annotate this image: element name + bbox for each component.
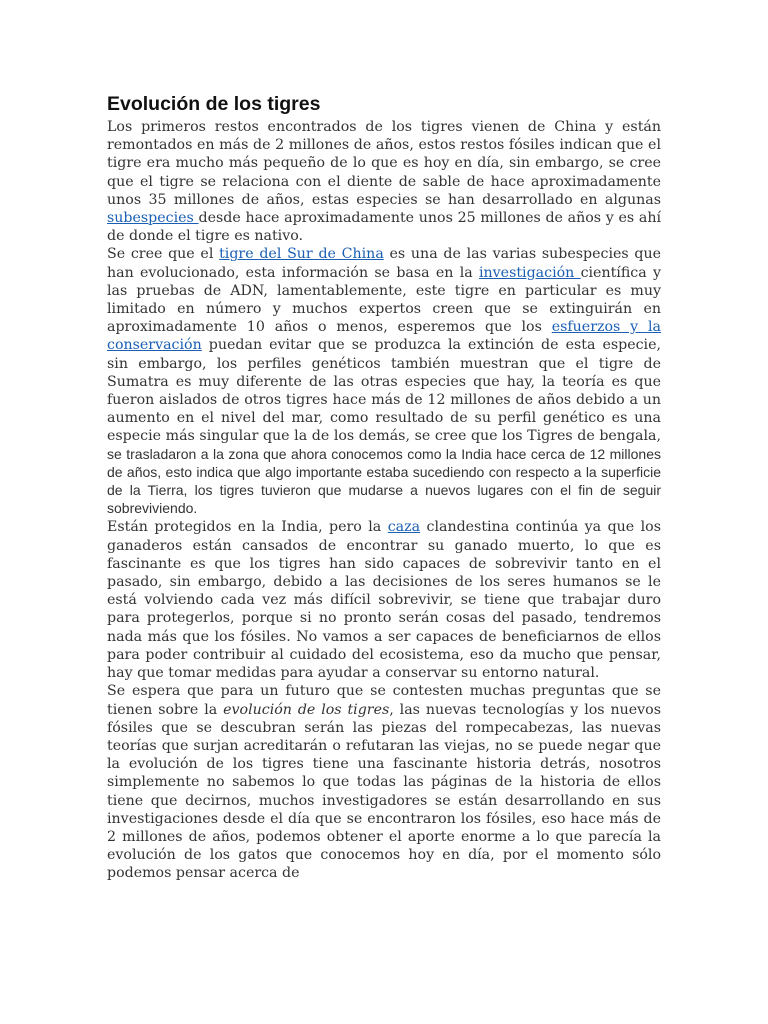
paragraph-2-text-e: se trasladaron a la zona que ahora conocemos como la India hace cerca de 12 millones de años, esto indica que algo importante estaba sucediendo con respecto a la superficie de la Tierra, los tigres tuvieron que mudarse a nuevos lugares con el fin de seguir sobreviviendo. bbox=[107, 445, 661, 517]
link-caza[interactable]: caza bbox=[387, 519, 421, 536]
paragraph-1-text-a: Los primeros restos encontrados de los tigres vienen de China y están remontados en más de 2 millones de años, estos restos fósiles indican que el tigre era mucho más pequeño de lo que es hoy en día, sin embargo, se cree que el tigre se relaciona con el diente de sable de hace aproximadamente unos 35 millones de años, estas especies se han desarrollado en algunas bbox=[107, 119, 661, 208]
paragraph-1 bbox=[107, 118, 661, 245]
paragraph-3-text-a: Están protegidos en la India, pero la bbox=[107, 519, 388, 536]
paragraph-4 bbox=[107, 682, 661, 882]
paragraph-3-text-b: clandestina continúa ya que los ganaderos están cansados de encontrar su ganado muerto, lo que es fascinante es que los tigres han sido capaces de sobrevivir tanto en el pasado, sin embargo, debido a las decisiones de los seres humanos se le está volviendo cada vez más difícil sobrevivir, se tiene que trabajar duro para protegerlos, porque si no pronto serán cosas del pasado, tendremos nada más que los fósiles. No vamos a ser capaces de beneficiarnos de ellos para poder contribuir al cuidado del ecosistema, eso da mucho que pensar, hay que tomar medidas para ayudar a conservar su entorno natural. bbox=[107, 519, 661, 682]
paragraph-2 bbox=[107, 245, 661, 518]
link-esfuerzos-conservacion[interactable]: esfuerzos y la conservación bbox=[107, 319, 662, 354]
article bbox=[107, 92, 661, 883]
link-subespecies[interactable]: subespecies bbox=[107, 210, 199, 227]
paragraph-1-text-b: desde hace aproximadamente unos 25 millones de años y es ahí de donde el tigre es nativo. bbox=[107, 210, 661, 245]
link-investigacion[interactable]: investigación bbox=[478, 264, 581, 281]
paragraph-4-emphasis: evolución de los tigres bbox=[223, 701, 390, 718]
article-title: Evolución de los tigres bbox=[107, 93, 321, 115]
paragraph-2-text-a: Se cree que el bbox=[107, 246, 220, 263]
paragraph-2-text-c: científica y las pruebas de ADN, lamentablemente, este tigre en particular es muy limitado en número y muchos expertos creen que se extinguirán en aproximadamente 10 años o menos, esperemos que los bbox=[107, 264, 661, 336]
paragraph-2-text-d: puedan evitar que se produzca la extinción de esta especie, sin embargo, los perfiles genéticos también muestran que el tigre de Sumatra es muy diferente de las otras especies que hay, la teoría es que fueron aislados de otros tigres hace más de 12 millones de años debido a un aumento en el nivel del mar, como resultado de su perfil genético es una especie más singular que la de los demás, se cree que los Tigres de bengala, bbox=[107, 337, 661, 445]
paragraph-4-text-b: , las nuevas tecnologías y los nuevos fósiles que se descubran serán las piezas del rompecabezas, las nuevas teorías que surjan acreditarán o refutaran las viejas, no se puede negar que la evolución de los tigres tiene una fascinante historia detrás, nosotros simplemente no sabemos lo que todas las páginas de la historia de ellos tiene que decirnos, muchos investigadores se están desarrollando en sus investigaciones desde el día que se encontraron los fósiles, eso hace más de 2 millones de años, podemos obtener el aporte enorme a lo que parecía la evolución de los gatos que conocemos hoy en día, por el momento sólo podemos pensar acerca de bbox=[107, 701, 661, 882]
paragraph-4-text-a: Se espera que para un futuro que se contesten muchas preguntas que se tienen sobre la bbox=[107, 683, 661, 718]
link-tigre-sur-china[interactable]: tigre del Sur de China bbox=[219, 246, 384, 263]
paragraph-3 bbox=[107, 518, 661, 682]
paragraph-2-text-b: es una de las varias subespecies que han evolucionado, esta información se basa en la bbox=[107, 246, 662, 281]
